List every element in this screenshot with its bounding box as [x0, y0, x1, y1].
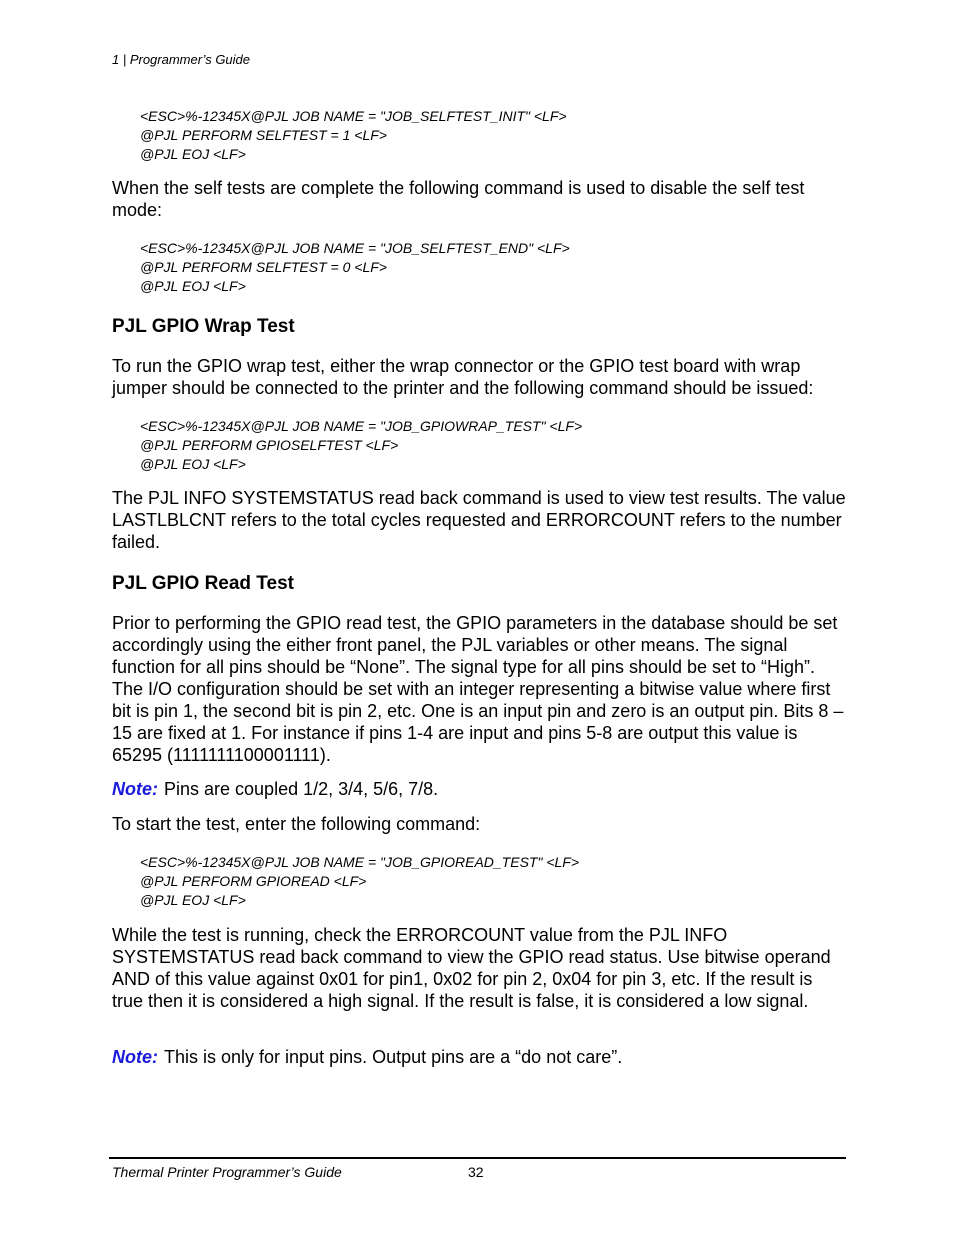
- paragraph-systemstatus: The PJL INFO SYSTEMSTATUS read back command is used to view test results. The value LASTLBLCNT refers to the total cycles requested and ERRORCOUNT refers to the number failed.: [112, 488, 846, 552]
- footer-title: Thermal Printer Programmer’s Guide: [112, 1164, 342, 1180]
- paragraph-start-test: To start the test, enter the following command:: [112, 814, 481, 834]
- code-block-selftest-init: [140, 107, 567, 164]
- paragraph-disable-selftest: When the self tests are complete the following command is used to disable the self test mode:: [112, 178, 805, 220]
- code-line: <ESC>%-12345X@PJL JOB NAME = "JOB_SELFTEST_END" <LF>: [140, 240, 570, 256]
- code-line: @PJL PERFORM GPIOSELFTEST <LF>: [140, 437, 399, 453]
- code-line: <ESC>%-12345X@PJL JOB NAME = "JOB_GPIOWRAP_TEST" <LF>: [140, 418, 583, 434]
- paragraph-errorcount: While the test is running, check the ERRORCOUNT value from the PJL INFO SYSTEMSTATUS read back command to view the GPIO read status. Use bitwise operand AND of this value against 0x01 for pin1, 0x02 for pin 2, 0x04 for pin 3, etc. If the result is true then it is considered a high signal. If the result is false, it is considered a low signal.: [112, 925, 831, 1011]
- code-line: @PJL EOJ <LF>: [140, 892, 246, 908]
- section-heading-read-test: PJL GPIO Read Test: [112, 573, 294, 594]
- note-label: Note:: [112, 1047, 158, 1067]
- section-heading-wrap-test: PJL GPIO Wrap Test: [112, 316, 295, 337]
- note-text: Pins are coupled 1/2, 3/4, 5/6, 7/8.: [164, 779, 439, 799]
- code-block-gpiowrap: [140, 417, 582, 474]
- page-header: 1 | Programmer’s Guide: [112, 52, 251, 67]
- note-input-pins: [112, 1046, 846, 1068]
- code-line: <ESC>%-12345X@PJL JOB NAME = "JOB_SELFTEST_INIT" <LF>: [140, 108, 567, 124]
- code-line: @PJL PERFORM SELFTEST = 0 <LF>: [140, 259, 387, 275]
- code-block-gpioread: [140, 853, 579, 910]
- code-line: @PJL EOJ <LF>: [140, 456, 246, 472]
- paragraph-read-test: Prior to performing the GPIO read test, the GPIO parameters in the database should be set accordingly using the either front panel, the PJL variables or other means. The signal function for all pins should be “None”. The signal type for all pins should be set to “High”. The I/O configuration should be set with an integer representing a bitwise value where first bit is pin 1, the second bit is pin 2, etc. One is an input pin and zero is an output pin. Bits 8 – 15 are fixed at 1. For instance if pins 1-4 are input and pins 5-8 are output this value is 65295 (1111111100001111).: [112, 613, 844, 765]
- code-line: @PJL EOJ <LF>: [140, 146, 246, 162]
- note-pins-coupled: [112, 778, 846, 800]
- footer-page-number: 32: [468, 1164, 484, 1180]
- code-line: @PJL PERFORM SELFTEST = 1 <LF>: [140, 127, 387, 143]
- paragraph-wrap-test: To run the GPIO wrap test, either the wrap connector or the GPIO test board with wrap jumper should be connected to the printer and the following command should be issued:: [112, 356, 814, 398]
- footer-rule: [109, 1157, 846, 1159]
- code-line: @PJL EOJ <LF>: [140, 278, 246, 294]
- note-label: Note:: [112, 779, 158, 799]
- code-line: <ESC>%-12345X@PJL JOB NAME = "JOB_GPIOREAD_TEST" <LF>: [140, 854, 580, 870]
- code-block-selftest-end: [140, 239, 570, 296]
- note-text: This is only for input pins. Output pins are a “do not care”.: [164, 1047, 623, 1067]
- code-line: @PJL PERFORM GPIOREAD <LF>: [140, 873, 367, 889]
